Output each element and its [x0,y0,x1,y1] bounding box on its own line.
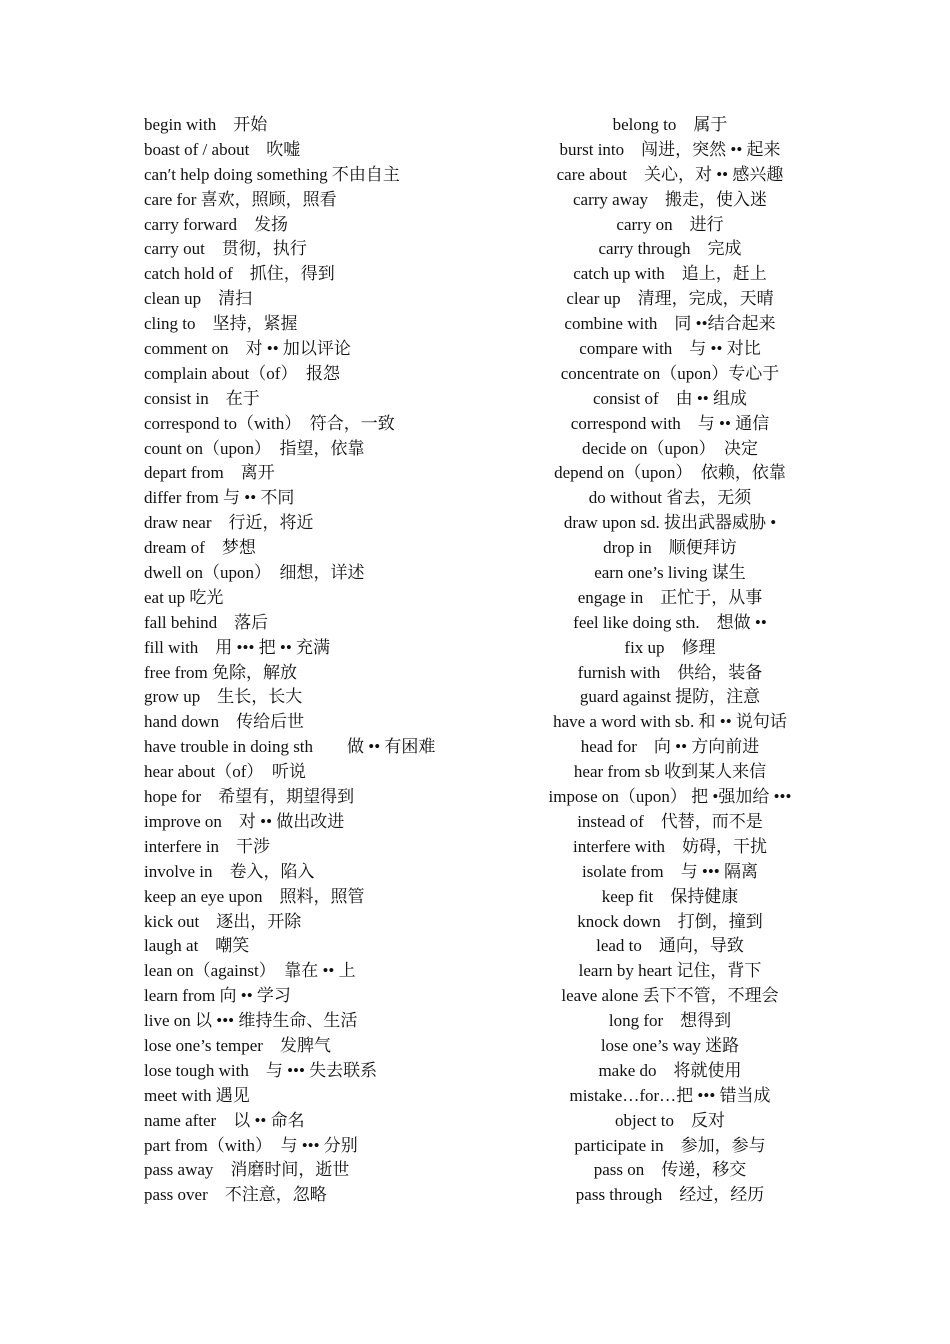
right-phrase-entry: keep fit 保持健康 [601,886,739,906]
left-phrase-entry: involve in 卷入，陷入 [144,861,315,881]
right-phrase-entry: make do 将就使用 [598,1060,742,1080]
left-phrase-entry: draw near 行近，将近 [144,513,314,533]
left-phrase-entry: have trouble in doing sth 做 •• 有困难 [144,737,436,757]
left-phrase-entry: hear about（of） 听说 [144,762,306,782]
left-phrase-entry: keep an eye upon 照料，照管 [144,886,365,906]
left-phrase-entry: free from 免除，解放 [144,662,297,682]
right-phrase-entry: participate in 参加，参与 [574,1135,766,1155]
right-phrase-entry: carry away 搬走，使入迷 [572,189,768,209]
right-phrase-entry: object to 反对 [614,1110,725,1130]
right-phrase-entry: lead to 通向，导致 [596,936,744,956]
right-phrase-entry: engage in 正忙于，从事 [577,587,763,607]
left-phrase-entry: dream of 梦想 [144,538,256,558]
left-phrase-entry: correspond to（with） 符合，一致 [144,413,395,433]
right-phrase-entry: depend on（upon） 依赖，依靠 [554,463,786,483]
left-phrase-entry: care for 喜欢，照顾，照看 [144,189,337,209]
right-phrase-entry: burst into 闯进，突然 •• 起来 [559,139,781,159]
right-phrase-entry: carry through 完成 [598,239,742,259]
left-phrase-entry: lose tough with 与 ••• 失去联系 [144,1060,378,1080]
left-phrase-entry: fall behind 落后 [144,612,269,632]
left-phrase-entry: pass away 消磨时间，逝世 [144,1160,350,1180]
right-phrase-entry: decide on（upon） 决定 [581,438,759,458]
right-phrase-entry: isolate from 与 ••• 隔离 [581,861,759,881]
right-phrase-entry: furnish with 供给，装备 [577,662,763,682]
right-phrase-entry: guard against 提防，注意 [579,687,761,707]
left-phrase-entry: name after 以 •• 命名 [144,1110,305,1130]
left-phrase-entry: hope for 希望有，期望得到 [144,787,355,807]
left-phrase-entry: depart from 离开 [144,463,275,483]
left-phrase-entry: kick out 逐出，开除 [144,911,302,931]
left-phrase-entry: complain about（of） 报怨 [144,363,340,383]
left-phrase-entry: differ from 与 •• 不同 [144,488,295,508]
right-phrase-column [520,113,820,1208]
left-phrase-entry: catch hold of 抓住，得到 [144,264,335,284]
left-phrase-entry: count on（upon） 指望，依靠 [144,438,365,458]
right-phrase-entry: interfere with 妨碍，干扰 [572,836,768,856]
right-phrase-entry: pass on 传递，移交 [593,1160,747,1180]
right-phrase-entry: feel like doing sth. 想做 •• [573,612,767,632]
left-phrase-entry: can′t help doing something 不由自主 [144,164,400,184]
right-phrase-entry: do without 省去，无须 [588,488,752,508]
right-phrase-entry: correspond with 与 •• 通信 [570,413,770,433]
left-phrase-entry: interfere in 干涉 [144,836,271,856]
left-phrase-entry: grow up 生长，长大 [144,687,303,707]
left-phrase-entry: lean on（against） 靠在 •• 上 [144,961,356,981]
left-phrase-entry: pass over 不注意，忽略 [144,1185,327,1205]
left-phrase-entry: fill with 用 ••• 把 •• 充满 [144,637,331,657]
right-phrase-entry: lose one’s way 迷路 [600,1035,740,1055]
left-phrase-entry: consist in 在于 [144,388,260,408]
right-phrase-entry: have a word with sb. 和 •• 说句话 [553,712,787,732]
right-phrase-entry: consist of 由 •• 组成 [592,388,748,408]
left-phrase-entry: meet with 遇见 [144,1085,250,1105]
right-phrase-entry: instead of 代替，而不是 [577,811,763,831]
left-phrase-column [144,113,544,1208]
left-phrase-entry: eat up 吃光 [144,587,224,607]
left-phrase-entry: learn from 向 •• 学习 [144,986,291,1006]
right-phrase-entry: catch up with 追上，赶上 [573,264,767,284]
left-phrase-entry: hand down 传给后世 [144,712,305,732]
right-phrase-entry: hear from sb 收到某人来信 [573,762,767,782]
left-phrase-entry: part from（with） 与 ••• 分别 [144,1135,358,1155]
right-phrase-entry: head for 向 •• 方向前进 [580,737,760,757]
right-phrase-entry: learn by heart 记住，背下 [578,961,762,981]
left-phrase-entry: dwell on（upon） 细想，详述 [144,563,365,583]
right-phrase-entry: fix up 修理 [624,637,716,657]
right-phrase-entry: belong to 属于 [612,115,728,134]
right-phrase-entry: pass through 经过，经历 [575,1185,765,1205]
left-phrase-entry: comment on 对 •• 加以评论 [144,339,351,359]
left-phrase-entry: begin with 开始 [144,115,268,134]
left-phrase-entry: cling to 坚持，紧握 [144,314,298,334]
left-phrase-entry: laugh at 嘲笑 [144,936,250,956]
left-phrase-entry: carry out 贯彻，执行 [144,239,307,259]
right-phrase-entry: carry on 进行 [616,214,724,234]
right-phrase-entry: care about 关心，对 •• 感兴趣 [556,164,784,184]
left-phrase-entry: lose one’s temper 发脾气 [144,1035,331,1055]
right-phrase-entry: mistake…for…把 ••• 错当成 [569,1085,771,1105]
left-phrase-entry: live on 以 ••• 维持生命、生活 [144,1011,358,1031]
right-phrase-entry: combine with 同 ••结合起来 [564,314,776,334]
right-phrase-entry: clear up 清理，完成，天晴 [566,289,774,309]
right-phrase-entry: compare with 与 •• 对比 [579,339,761,359]
left-phrase-entry: boast of / about 吹嘘 [144,139,301,159]
right-phrase-entry: long for 想得到 [608,1011,732,1031]
left-phrase-entry: improve on 对 •• 做出改进 [144,811,345,831]
right-phrase-entry: earn one’s living 谋生 [594,563,746,583]
left-phrase-entry: clean up 清扫 [144,289,253,309]
right-phrase-entry: draw upon sd. 拔出武器威胁 • [563,513,777,533]
right-phrase-entry: drop in 顺便拜访 [603,538,737,558]
right-phrase-entry: concentrate on（upon）专心于 [560,363,780,383]
right-phrase-entry: impose on（upon） 把 •强加给 ••• [548,787,792,807]
right-phrase-entry: leave alone 丢下不管，不理会 [561,986,779,1006]
right-phrase-entry: knock down 打倒，撞到 [577,911,763,931]
left-phrase-entry: carry forward 发扬 [144,214,288,234]
